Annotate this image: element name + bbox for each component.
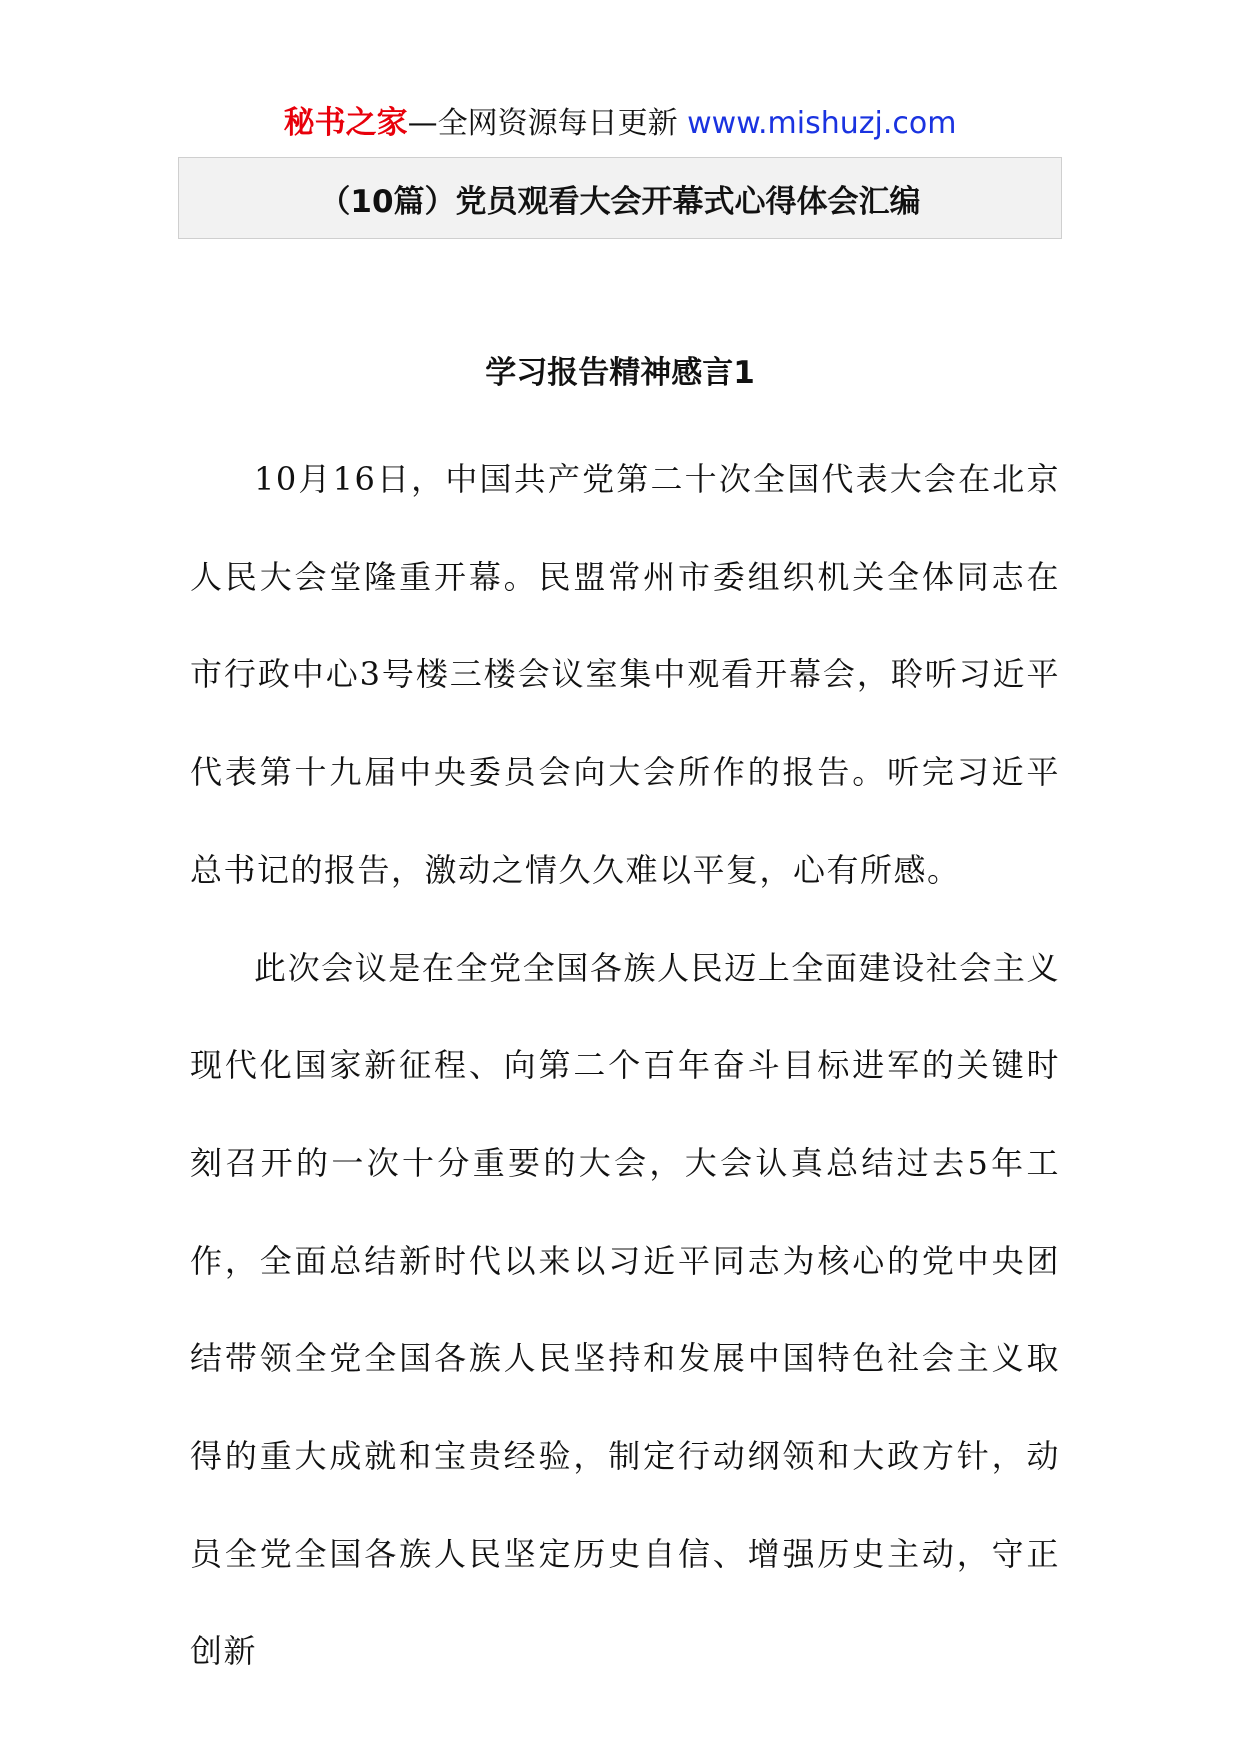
document-body bbox=[190, 431, 1060, 1701]
section-heading: 学习报告精神感言1 bbox=[485, 355, 755, 391]
site-header bbox=[0, 100, 1240, 147]
site-tagline: —全网资源每日更新 bbox=[407, 106, 688, 141]
site-name: 秘书之家 bbox=[283, 105, 408, 141]
site-url-link[interactable]: www.mishuzj.com bbox=[687, 106, 957, 141]
body-paragraph-1: 10月16日，中国共产党第二十次全国代表大会在北京人民大会堂隆重开幕。民盟常州市委组织机关全体同志在市行政中心3号楼三楼会议室集中观看开幕会，聆听习近平代表第十九届中央委员会向大会所作的报告。听完习近平总书记的报告，激动之情久久难以平复，心有所感。 bbox=[190, 460, 1060, 889]
document-title-box bbox=[178, 157, 1062, 239]
document-title: （10篇）党员观看大会开幕式心得体会汇编 bbox=[319, 183, 921, 220]
body-paragraph-2: 此次会议是在全党全国各族人民迈上全面建设社会主义现代化国家新征程、向第二个百年奋斗目标进军的关键时刻召开的一次十分重要的大会，大会认真总结过去5年工作，全面总结新时代以来以习近平同志为核心的党中央团结带领全党全国各族人民坚持和发展中国特色社会主义取得的重大成就和宝贵经验，制定行动纲领和大政方针，动员全党全国各族人民坚定历史自信、增强历史主动，守正创新 bbox=[190, 948, 1060, 1671]
